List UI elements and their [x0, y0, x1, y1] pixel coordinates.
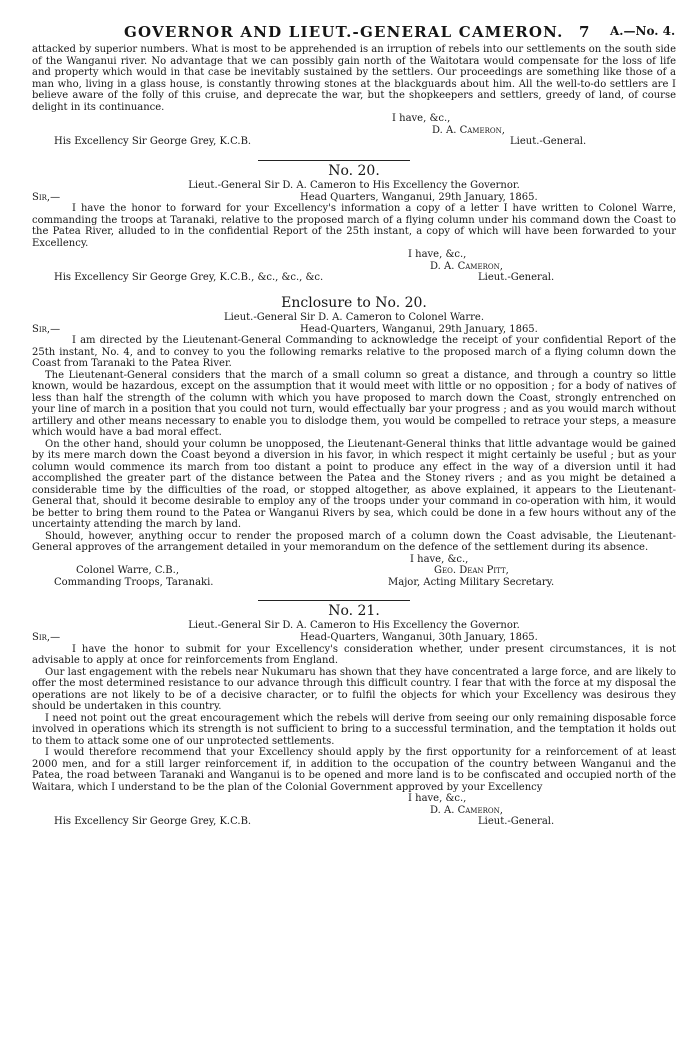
enclosure-signature-line	[32, 565, 676, 577]
enclosure-paragraph: I am directed by the Lieutenant-General Commanding to acknowledge the receipt of your confidential Report of the 25th instant, No. 4, and to convey to you the following remarks relative to the proposed march of a flying column down the Coast from Taranaki to the Patea River.	[32, 335, 676, 369]
page-number: 7	[579, 23, 590, 41]
enclosure-paragraph: On the other hand, should your column be unopposed, the Lieutenant-General thinks that little advantage would be gained by its mere march down the Coast beyond a diversion in his favor, in which respect it might certainly be useful ; but as your column would commence its march from too distant a point to produce any effect in the way of a diversion until it had accomplished the greater part of the distance between the Patea and the Stoney rivers ; and as you might be detained a considerable time by the difficulties of the road, or stopped altogether, as above explained, it appears to the Lieutenant-General that, should it become desirable to employ any of the troops under your command in co-operation with him, it would be better to bring them round to the Patea or Wanganui Rivers by sea, which could be done in a few hours without any of the uncertainty attending the march by land.	[32, 438, 676, 530]
signature-line	[32, 261, 676, 273]
closing-line	[32, 249, 676, 261]
opening-paragraph: attacked by superior numbers. What is most to be apprehended is an irruption of rebels into our settlements on the south side of the Wanganui river. No advantage that we can possibly gain north of the Waitotara would compensate for the loss of life and property which would in that case be inevitably sustained by the settlers. Our proceedings are something like those of a man who, living in a glass house, is constantly throwing stones at the blackguards about him. All the well-to-do settlers are I believe aware of the folly of this cruise, and deprecate the war, but the shopkeepers and settlers, greedy of land, of course delight in its continuance.	[32, 44, 676, 113]
enclosure-salutation-line	[32, 324, 676, 336]
document-reference: A.—No. 4.	[610, 24, 676, 38]
signatory-rank: Lieut.-General.	[510, 136, 587, 147]
letter-heading: No. 21.	[328, 603, 380, 619]
enclosure-paragraph: Should, however, anything occur to render the proposed march of a column down the Coast advisable, the Lieutenant-General approves of the arrangement detailed in your memorandum on the defence of the settlement during its absence.	[32, 530, 676, 553]
closing-formula: I have, &c.,	[410, 553, 469, 565]
signatory-rank: Major, Acting Military Secretary.	[388, 576, 555, 588]
salutation: Sir,—	[32, 323, 61, 335]
document-page	[32, 22, 676, 1042]
letter-heading: No. 20.	[328, 162, 380, 179]
opening-closing-line	[32, 113, 676, 125]
letter-subtitle: Lieut.-General Sir D. A. Cameron to His Excellency the Governor.	[188, 620, 520, 631]
signature: D. A. Cameron,	[430, 804, 503, 816]
signatory-rank: Lieut.-General.	[478, 272, 555, 283]
addressee-title: Commanding Troops, Taranaki.	[54, 576, 214, 588]
running-title: GOVERNOR AND LIEUT.-GENERAL CAMERON.	[124, 23, 564, 41]
letter-subtitle: Lieut.-General Sir D. A. Cameron to His Excellency the Governor.	[188, 179, 520, 191]
salutation: Sir,—	[32, 191, 61, 203]
running-header	[32, 22, 676, 44]
section-divider	[258, 160, 410, 161]
signature-line	[32, 805, 676, 817]
place-date: Head-Quarters, Wanganui, 29th January, 1865.	[300, 323, 538, 335]
closing-formula: I have, &c.,	[392, 113, 451, 124]
letter-paragraph: Our last engagement with the rebels near Nukumaru has shown that they have concentrated a large force, and are likely to offer the most determined resistance to our advance through this difficult country. I fear that with the force at my disposal the operations are not likely to be of a decisive character, or to fulfil the objects for which your Excellency was desirous they should be undertaken in this country.	[32, 666, 676, 712]
enclosure-paragraph: The Lieutenant-General considers that the march of a small column so great a distance, and through a country so little known, would be hazardous, except on the assumption that it would meet with little or no opposition ; for a body of natives of less than half the strength of the column with which you have proposed to march down the Coast, strongly entrenched on your line of march in a position that you could not turn, would effectually bar your progress ; and as you would march without artillery and other means necessary to enable you to dislodge them, you would be compelled to retrace your steps, a measure which would have a bad moral effect.	[32, 369, 676, 438]
letter-salutation-line	[32, 192, 676, 204]
addressee: His Excellency Sir George Grey, K.C.B.	[54, 816, 252, 827]
addressee-line	[32, 816, 676, 828]
signature: D. A. Cameron,	[430, 260, 503, 272]
place-date: Head Quarters, Wanganui, 29th January, 1865.	[300, 191, 538, 203]
enclosure-heading: Enclosure to No. 20.	[281, 294, 427, 311]
letter-paragraph: I need not point out the great encouragement which the rebels will derive from seeing our only remaining disposable force involved in operations which its strength is not sufficient to bring to a successful termination, and the temptation it holds out to them to attack some one of our unprotected settlements.	[32, 712, 676, 747]
enclosure-closing-line	[32, 554, 676, 566]
salutation: Sir,—	[32, 632, 61, 643]
signature: D. A. Cameron,	[432, 124, 505, 136]
signatory-rank: Lieut.-General.	[478, 816, 555, 827]
closing-formula: I have, &c.,	[408, 249, 467, 260]
addressee-name: Colonel Warre, C.B.,	[76, 565, 180, 576]
letter-paragraph: I have the honor to forward for your Excellency's information a copy of a letter I have written to Colonel Warre, commanding the troops at Taranaki, relative to the proposed march of a flying column under his command down the Coast to the Patea River, alluded to in the confidential Report of the 25th instant, a copy of which will have been forwarded to your Excellency.	[32, 203, 676, 249]
addressee-line	[32, 272, 676, 284]
addressee: His Excellency Sir George Grey, K.C.B.	[54, 136, 252, 147]
enclosure-subtitle: Lieut.-General Sir D. A. Cameron to Colonel Warre.	[223, 311, 485, 323]
letter-paragraph: I have the honor to submit for your Excellency's consideration whether, under present circumstances, it is not advisable to apply at once for reinforcements from England.	[32, 643, 676, 666]
letter-paragraph: I would therefore recommend that your Excellency should apply by the first opportunity for a reinforcement of at least 2000 men, and for a still larger reinforcement if, in addition to the occupation of the country between Wanganui and the Patea, the road between Taranaki and Wanganui is to be opened and more land is to be confiscated and occupied north of the Waitara, which I understand to be the plan of the Colonial Government approved by your Excellency	[32, 747, 676, 793]
closing-line	[32, 793, 676, 805]
opening-addressee-line	[32, 136, 676, 148]
signature: Geo. Dean Pitt,	[434, 565, 509, 576]
letter-salutation-line	[32, 632, 676, 644]
addressee: His Excellency Sir George Grey, K.C.B., &c., &c., &c.	[54, 272, 324, 283]
place-date: Head-Quarters, Wanganui, 30th January, 1865.	[300, 632, 538, 643]
closing-formula: I have, &c.,	[408, 793, 467, 804]
opening-signature-line	[32, 125, 676, 137]
enclosure-addressee-line	[32, 577, 676, 589]
section-divider	[258, 600, 410, 601]
